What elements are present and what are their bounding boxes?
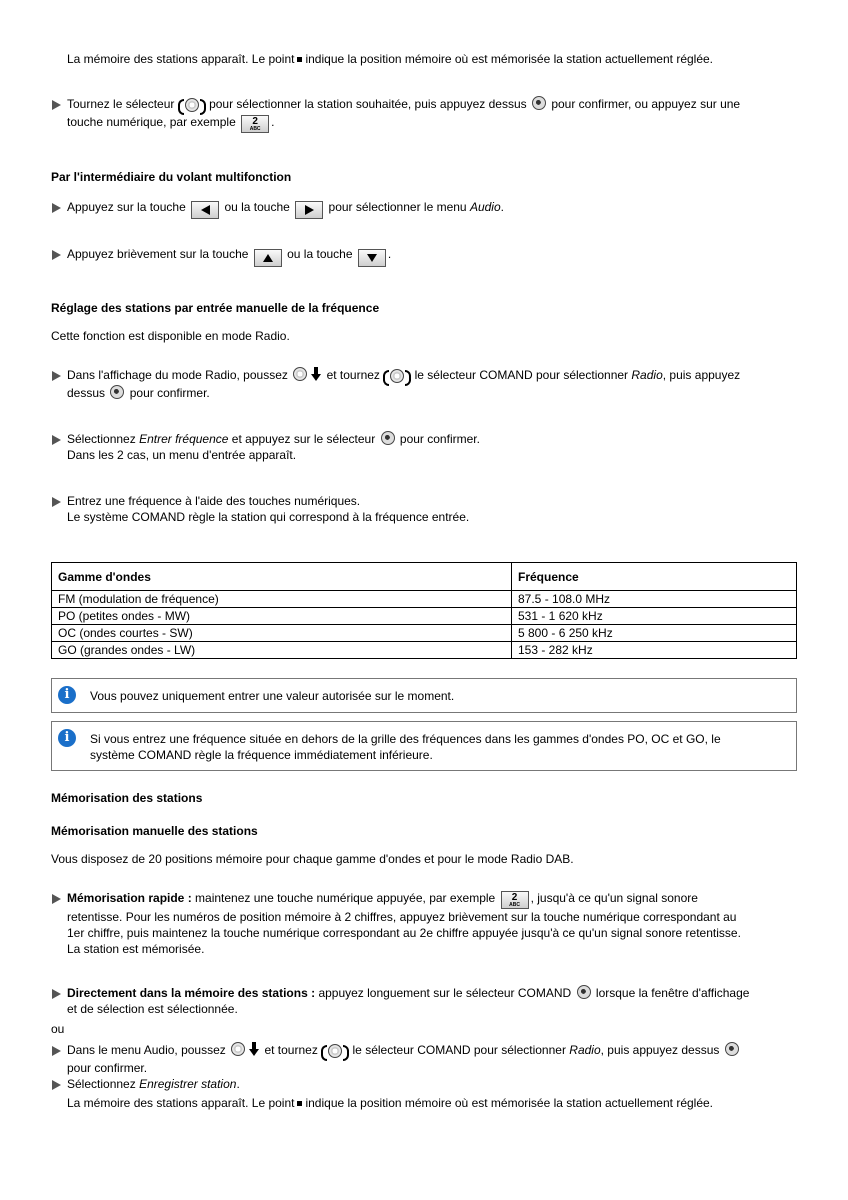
paragraph-memory-positions: Vous disposez de 20 positions mémoire pour chaque gamme d'ondes et pour le mode Radio DAB. bbox=[51, 852, 574, 866]
note-text: Si vous entrez une fréquence située en dehors de la grille des fréquences dans les gammes d'ondes PO, OC et GO, le système COMAND règle la fréquence immédiatement inférieure. bbox=[90, 732, 721, 762]
conjunction-or: ou bbox=[51, 1022, 65, 1036]
bullet-arrow-icon bbox=[52, 100, 61, 110]
table-header-cell: Fréquence bbox=[512, 563, 797, 591]
bullet-arrow-icon bbox=[52, 371, 61, 381]
press-selector-icon bbox=[577, 985, 591, 999]
table-row bbox=[52, 625, 797, 642]
table-row bbox=[52, 642, 797, 659]
paragraph-memory-appears: La mémoire des stations apparaît. Le point indique la position mémoire où est mémorisée la station actuellement réglée. bbox=[67, 52, 714, 66]
right-key-icon bbox=[295, 201, 323, 219]
press-selector-icon bbox=[725, 1042, 739, 1056]
table-row bbox=[52, 608, 797, 625]
rotate-selector-icon bbox=[383, 369, 411, 385]
instruction-left-right-keys: Appuyez sur la touche ou la touche pour sélectionner le menu Audio. bbox=[67, 199, 807, 219]
table-cell: 5 800 - 6 250 kHz bbox=[512, 625, 797, 642]
instruction-direct-memory: Directement dans la mémoire des stations : appuyez longuement sur le sélecteur COMAND lorsque la fenêtre d'affichage et de sélection est sélectionnée. bbox=[67, 986, 750, 1016]
number-key-2-icon: 2 ABC bbox=[241, 115, 269, 133]
table-cell: OC (ondes courtes - SW) bbox=[52, 625, 512, 642]
heading-station-memory: Mémorisation des stations bbox=[51, 791, 203, 805]
down-key-icon bbox=[358, 249, 386, 267]
bullet-arrow-icon bbox=[52, 250, 61, 260]
heading-manual-memory: Mémorisation manuelle des stations bbox=[51, 824, 258, 838]
bullet-dot-icon bbox=[297, 57, 302, 62]
table-header-cell: Gamme d'ondes bbox=[52, 563, 512, 591]
bullet-arrow-icon bbox=[52, 1046, 61, 1056]
table-header-row bbox=[52, 563, 797, 591]
bullet-arrow-icon bbox=[52, 989, 61, 999]
controller-knob-icon bbox=[231, 1042, 245, 1056]
press-selector-icon bbox=[532, 96, 546, 110]
left-key-icon bbox=[191, 201, 219, 219]
bullet-dot-icon bbox=[297, 1101, 302, 1106]
instruction-up-down-keys: Appuyez brièvement sur la touche ou la touche . bbox=[67, 246, 807, 267]
press-selector-icon bbox=[381, 431, 395, 445]
number-key-2-icon: 2 ABC bbox=[501, 891, 529, 909]
instruction-audio-menu: Dans le menu Audio, poussez et tournez le sélecteur COMAND pour sélectionner Radio, puis appuyez dessus pour confirmer. bbox=[67, 1042, 807, 1076]
instruction-save-station: Sélectionnez Enregistrer station. bbox=[67, 1077, 240, 1091]
press-selector-icon bbox=[110, 385, 124, 399]
paragraph-memory-appears-2: La mémoire des stations apparaît. Le point indique la position mémoire où est mémorisée la station actuellement réglée. bbox=[67, 1096, 714, 1110]
rotate-selector-icon bbox=[178, 98, 206, 114]
controller-knob-icon bbox=[185, 98, 199, 112]
table-cell: PO (petites ondes - MW) bbox=[52, 608, 512, 625]
controller-knob-icon bbox=[293, 367, 307, 381]
note-text: Vous pouvez uniquement entrer une valeur autorisée sur le moment. bbox=[90, 689, 455, 703]
heading-manual-frequency: Réglage des stations par entrée manuelle de la fréquence bbox=[51, 301, 380, 315]
table-cell: 531 - 1 620 kHz bbox=[512, 608, 797, 625]
bullet-arrow-icon bbox=[52, 894, 61, 904]
frequency-band-table bbox=[51, 562, 797, 659]
table-cell: FM (modulation de fréquence) bbox=[52, 591, 512, 608]
push-down-arrow-icon bbox=[249, 1042, 259, 1056]
table-cell: 153 - 282 kHz bbox=[512, 642, 797, 659]
instruction-numeric-keys: Entrez une fréquence à l'aide des touches numériques. Le système COMAND règle la station qui correspond à la fréquence entrée. bbox=[67, 494, 470, 524]
info-note-frequency-grid bbox=[51, 721, 797, 771]
push-down-arrow-icon bbox=[311, 367, 321, 381]
instruction-enter-frequency: Sélectionnez Entrer fréquence et appuyez sur le sélecteur pour confirmer. Dans les 2 cas, un menu d'entrée apparaît. bbox=[67, 432, 480, 462]
controller-knob-icon bbox=[390, 369, 404, 383]
info-icon: i bbox=[58, 686, 76, 704]
rotate-selector-icon bbox=[321, 1044, 349, 1060]
instruction-quick-memory: Mémorisation rapide : maintenez une touche numérique appuyée, par exemple 2 ABC , jusqu'à ce qu'un signal sonore retentisse. Pour les numéros de position mémoire à 2 chiffres, appuyez brièvement sur la touche numérique correspondant au 1er chiffre, puis maintenez la touche numérique correspondant au 2e chiffre appuyée jusqu'à ce qu'un signal sonore retentisse. La station est mémorisée. bbox=[67, 891, 741, 956]
controller-knob-icon bbox=[328, 1044, 342, 1058]
info-icon: i bbox=[58, 729, 76, 747]
bullet-arrow-icon bbox=[52, 203, 61, 213]
instruction-turn-selector: Tournez le sélecteur pour sélectionner la station souhaitée, puis appuyez dessus pour confirmer, ou appuyez sur une touche numérique, par exemple 2 ABC . bbox=[67, 97, 741, 132]
table-cell: GO (grandes ondes - LW) bbox=[52, 642, 512, 659]
bullet-arrow-icon bbox=[52, 1080, 61, 1090]
table-row bbox=[52, 591, 797, 608]
instruction-push-turn-selector: Dans l'affichage du mode Radio, poussez et tournez le sélecteur COMAND pour sélectionner Radio, puis appuyez dessus pour confirmer. bbox=[67, 368, 741, 400]
info-note-allowed-value bbox=[51, 678, 797, 713]
bullet-arrow-icon bbox=[52, 497, 61, 507]
paragraph-radio-mode: Cette fonction est disponible en mode Radio. bbox=[51, 329, 290, 343]
heading-multifunction-wheel: Par l'intermédiaire du volant multifonction bbox=[51, 170, 292, 184]
table-cell: 87.5 - 108.0 MHz bbox=[512, 591, 797, 608]
bullet-arrow-icon bbox=[52, 435, 61, 445]
up-key-icon bbox=[254, 249, 282, 267]
